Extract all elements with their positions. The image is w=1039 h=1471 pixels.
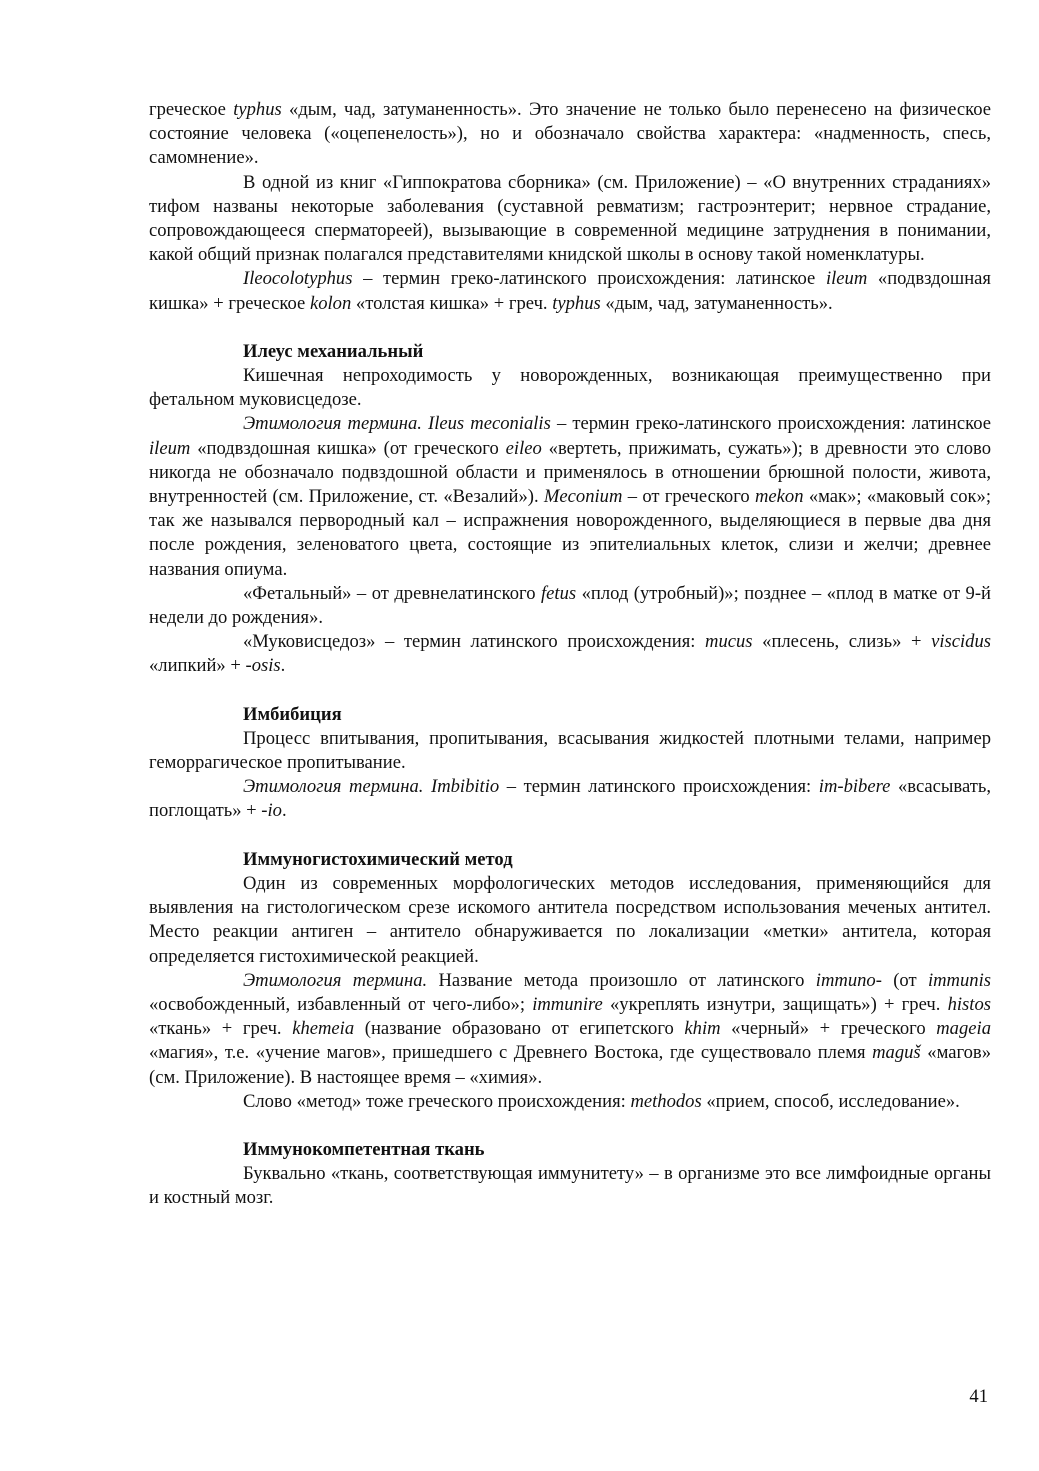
text-run: «прием, способ, исследование». bbox=[701, 1090, 960, 1112]
text-run: – термин греко-латинского происхождения: латинское bbox=[550, 413, 991, 435]
italic-term: maguš bbox=[872, 1042, 921, 1064]
text-run: – термин латинского происхождения: bbox=[499, 776, 819, 798]
entry-title: Иммуногистохимический метод bbox=[243, 848, 513, 870]
paragraph bbox=[149, 969, 991, 1090]
text-run: «черный» + греческого bbox=[720, 1018, 937, 1040]
italic-term: immuno- bbox=[815, 969, 882, 991]
italic-term: typhus bbox=[233, 99, 282, 120]
italic-term: Ileocolotyphus bbox=[243, 268, 353, 290]
text-run: Название метода произошло от латинского bbox=[427, 969, 816, 991]
italic-term: im-bibere bbox=[818, 776, 891, 798]
paragraph bbox=[149, 1162, 991, 1210]
italic-term: mageia bbox=[936, 1018, 991, 1040]
text-run: «плесень, слизь» + bbox=[752, 631, 932, 653]
text-run: «Фетальный» – от древнелатинского bbox=[243, 582, 541, 604]
italic-term: eileo bbox=[505, 437, 542, 459]
text-run: «укреплять изнутри, защищать») + греч. bbox=[602, 993, 948, 1015]
text-run: «мак»; «маковый сок»; так же назывался первородный кал – испражнения новорожденного, выделяющиеся в первые два дня после рождения, зеленоватого цвета, состоящие из эпителиальных клеток, слизи и желчи; древнее названия опиума. bbox=[149, 486, 991, 580]
italic-term: immunire bbox=[532, 993, 603, 1015]
text-run: В одной из книг «Гиппократова сборника» (см. Приложение) – «О внутренних страданиях» тифом названы некоторые заболевания (суставной ревматизм; гастроэнтерит; нервное страдание, сопровождающееся сперматореей), вызывающие в современной медицине затруднения в понимании, какой общий признак полагался представителями книдской школы в основу такой номенклатуры. bbox=[149, 171, 991, 266]
text-run: «дым, чад, затуманенность». bbox=[600, 292, 833, 314]
text-run: «подвздошная кишка» + греческое bbox=[149, 268, 991, 314]
italic-term: Этимология термина. Imbibitio bbox=[243, 776, 500, 798]
paragraph bbox=[149, 412, 991, 581]
paragraph bbox=[149, 364, 991, 412]
text-run: «Муковисцедоз» – термин латинского происхождения: bbox=[243, 631, 706, 653]
text-run: (название образовано от египетского bbox=[354, 1018, 685, 1040]
text-run: греческое bbox=[149, 99, 234, 120]
paragraph bbox=[149, 872, 991, 969]
paragraph bbox=[149, 1090, 991, 1114]
italic-term: mucus bbox=[705, 631, 753, 653]
text-run: . bbox=[280, 655, 286, 677]
text-run: «вертеть, прижимать, сужать»); в древности это слово никогда не обозначало подвздошной области и применялось в отношении брюшной полости, живота, внутренностей (см. Приложение, ст. «Везалий»). bbox=[149, 437, 991, 508]
document-page bbox=[149, 98, 991, 1211]
paragraph bbox=[149, 775, 991, 823]
text-run: – от греческого bbox=[622, 486, 755, 508]
italic-term: typhus bbox=[552, 292, 601, 314]
italic-term: immunis bbox=[927, 969, 991, 991]
text-run: Кишечная непроходимость у новорожденных, возникающая преимущественно при фетальном муковисцедозе. bbox=[149, 365, 991, 411]
italic-term: khim bbox=[684, 1018, 721, 1040]
entry-title: Имбибиция bbox=[243, 703, 342, 725]
italic-term: histos bbox=[947, 993, 991, 1015]
paragraph bbox=[149, 727, 991, 775]
italic-term: kolon bbox=[309, 292, 352, 314]
entry-title: Илеус механиальный bbox=[243, 340, 424, 362]
text-run: «дым, чад, затуманенность». Это значение не только было перенесено на физическое состояние человека («оцепенелость»), но и обозначало свойства характера: «надменность, спесь, самомнение». bbox=[149, 99, 991, 169]
italic-term: -osis bbox=[245, 655, 281, 677]
text-run: «всасывать, поглощать» + bbox=[149, 776, 991, 822]
text-run: «ткань» + греч. bbox=[149, 1018, 293, 1040]
text-run: «плод (утробный)»; позднее – «плод в матке от 9-й недели до рождения». bbox=[149, 582, 991, 629]
italic-term: ileum bbox=[825, 268, 868, 290]
text-run: «подвздошная кишка» (от греческого bbox=[190, 437, 506, 459]
text-run: «толстая кишка» + греч. bbox=[351, 292, 553, 314]
italic-term: ileum bbox=[149, 437, 191, 459]
text-run: «липкий» + bbox=[149, 655, 246, 677]
paragraph bbox=[149, 98, 991, 171]
page-number: 41 bbox=[969, 1386, 988, 1407]
italic-term: viscidus bbox=[931, 631, 991, 653]
text-run: Один из современных морфологических методов исследования, применяющийся для выявления на гистологическом срезе искомого антитела посредством использования меченых антител. Место реакции антиген – антитело обнаруживается по локализации «метки» антитела, которая определяется гистохимической реакцией. bbox=[149, 872, 991, 967]
text-run: – термин греко-латинского происхождения: латинское bbox=[352, 268, 826, 290]
text-run: «магов» (см. Приложение). В настоящее время – «химия». bbox=[149, 1042, 991, 1088]
text-run: Слово «метод» тоже греческого происхождения: bbox=[243, 1090, 631, 1112]
text-run: Буквально «ткань, соответствующая иммунитету» – в организме это все лимфоидные органы и костный мозг. bbox=[149, 1163, 991, 1209]
text-run: (от bbox=[881, 969, 928, 991]
text-run: . bbox=[281, 800, 287, 822]
paragraph bbox=[149, 171, 991, 268]
paragraph bbox=[149, 267, 991, 315]
italic-term: -io bbox=[261, 800, 282, 822]
text-run: «магия», т.е. «учение магов», пришедшего с Древнего Востока, где существовало племя bbox=[149, 1042, 873, 1064]
italic-term: khemeia bbox=[292, 1018, 355, 1040]
text-run: Процесс впитывания, пропитывания, всасывания жидкостей плотными телами, например геморрагическое пропитывание. bbox=[149, 727, 991, 774]
entry-title: Иммунокомпетентная ткань bbox=[243, 1138, 485, 1160]
italic-term: Этимология термина. bbox=[243, 969, 428, 991]
text-run: «освобожденный, избавленный от чего-либо»; bbox=[149, 993, 533, 1015]
italic-term: Этимология термина. Ileus meconialis bbox=[243, 413, 551, 435]
italic-term: mekon bbox=[755, 486, 804, 508]
italic-term: Meconium bbox=[543, 486, 623, 508]
paragraph bbox=[149, 630, 991, 678]
paragraph bbox=[149, 582, 991, 630]
italic-term: fetus bbox=[540, 582, 577, 604]
italic-term: methodos bbox=[630, 1090, 702, 1112]
